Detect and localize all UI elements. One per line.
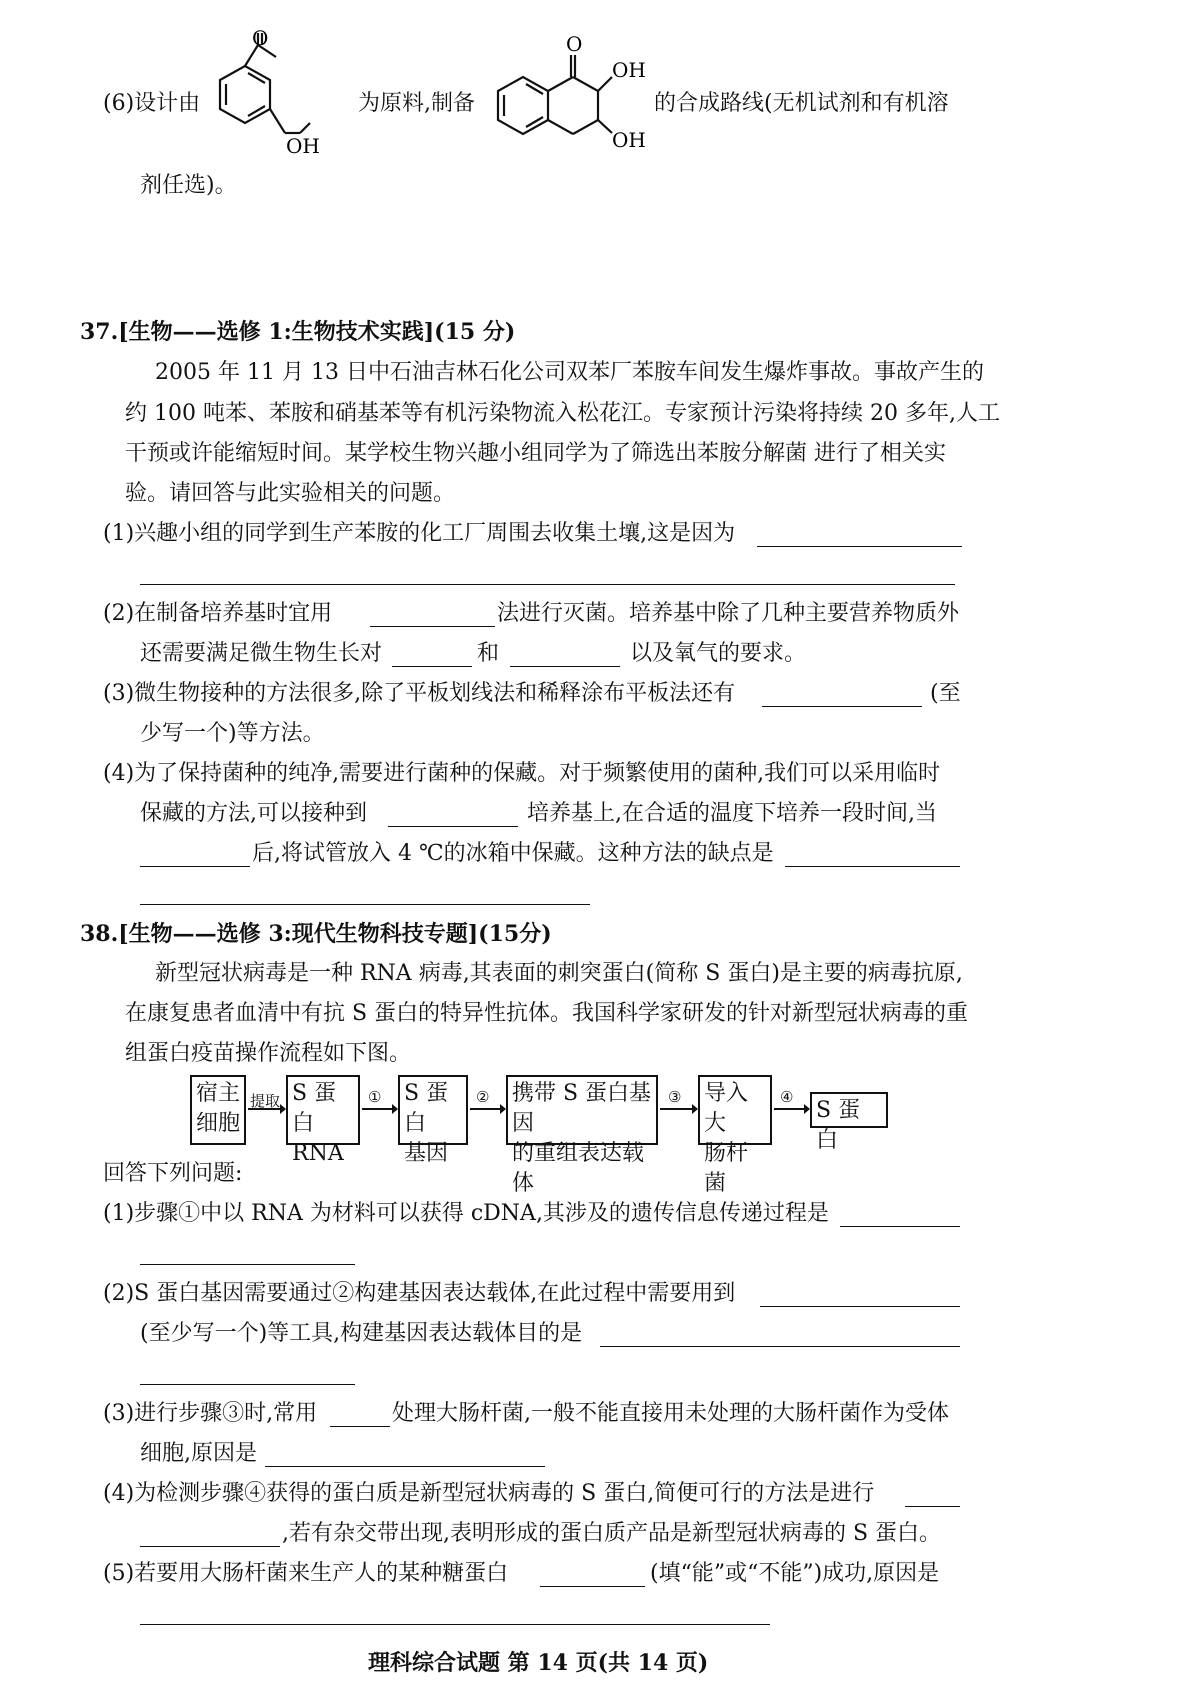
flow-arrow-3-label: ③ — [668, 1088, 682, 1106]
flow-arrow-2 — [468, 1102, 506, 1116]
q38-p4b: ,若有杂交带出现,表明形成的蛋白质产品是新型冠状病毒的 S 蛋白。 — [282, 1521, 942, 1546]
q38-blank-5b[interactable] — [140, 1602, 770, 1625]
q37-blank-2a[interactable] — [370, 604, 495, 627]
q38-p2b: (至少写一个)等工具,构建基因表达载体目的是 — [140, 1321, 583, 1346]
q37-p2b: 法进行灭菌。培养基中除了几种主要营养物质外 — [497, 601, 960, 626]
flow-box-s-protein — [810, 1092, 888, 1153]
q38-p2a: (2)S 蛋白基因需要通过②构建基因表达载体,在此过程中需要用到 — [103, 1281, 736, 1306]
flow-box-vector-line1: 携带 S 蛋白基因 — [512, 1081, 652, 1136]
q38-p1: (1)步骤①中以 RNA 为材料可以获得 cDNA,其涉及的遗传信息传递过程是 — [103, 1201, 829, 1226]
page-footer: 理科综合试题 第 14 页(共 14 页) — [368, 1650, 709, 1676]
q37-blank-2c[interactable] — [510, 644, 620, 667]
flow-arrow-extract — [246, 1102, 286, 1116]
reactant-structure-diagram — [190, 25, 330, 155]
product-o-label: O — [566, 32, 583, 56]
q38-p3a: (3)进行步骤③时,常用 — [103, 1401, 318, 1426]
flow-arrow-1-label: ① — [368, 1088, 382, 1106]
q37-p1: (1)兴趣小组的同学到生产苯胺的化工厂周围去收集土壤,这是因为 — [103, 521, 736, 546]
q37-intro-line-1: 2005 年 11 月 13 日中石油吉林石化公司双苯厂苯胺车间发生爆炸事故。事故产生的 — [155, 360, 984, 385]
q37-intro-line-4: 验。请回答与此实验相关的问题。 — [125, 481, 456, 506]
q36-6-prefix: (6)设计由 — [103, 91, 201, 116]
flow-arrow-2-label: ② — [476, 1088, 490, 1106]
flow-box-ecoli-line2: 肠杆菌 — [704, 1141, 749, 1196]
flow-box-host-cell-line2: 细胞 — [196, 1111, 241, 1136]
q37-p2a: (2)在制备培养基时宜用 — [103, 601, 333, 626]
flow-box-vector-line2: 的重组表达载体 — [512, 1141, 645, 1196]
q37-p4d: 后,将试管放入 4 ℃的冰箱中保藏。这种方法的缺点是 — [252, 841, 774, 866]
flow-box-ecoli-line1: 导入大 — [704, 1081, 749, 1136]
flow-box-s-rna-line1: S 蛋白 — [292, 1081, 337, 1136]
flow-box-s-gene — [398, 1075, 468, 1166]
q37-blank-4c[interactable] — [785, 844, 960, 867]
flow-box-s-protein-line1: S 蛋白 — [816, 1098, 861, 1153]
q36-6-middle: 为原料,制备 — [358, 91, 475, 116]
flow-box-host-cell — [190, 1075, 246, 1145]
q38-p5b: (填“能”或“不能”)成功,原因是 — [650, 1561, 940, 1586]
q37-blank-4b[interactable] — [140, 844, 250, 867]
reactant-o-label: O — [252, 26, 269, 50]
q38-blank-3b[interactable] — [265, 1444, 545, 1467]
q37-p3b: (至 — [930, 681, 961, 706]
flow-box-s-gene-line2: 基因 — [404, 1141, 449, 1166]
q37-blank-3[interactable] — [762, 684, 922, 707]
q37-blank-4c-cont[interactable] — [140, 882, 590, 905]
flow-box-s-gene-line1: S 蛋白 — [404, 1081, 449, 1136]
q37-p2d: 和 — [477, 641, 500, 666]
q37-blank-1[interactable] — [757, 524, 962, 547]
q38-blank-2b[interactable] — [600, 1324, 960, 1347]
flow-box-vector — [506, 1075, 658, 1196]
q37-p4c: 培养基上,在合适的温度下培养一段时间,当 — [527, 801, 937, 826]
flow-arrow-4 — [772, 1102, 810, 1116]
reactant-oh-label: OH — [286, 134, 320, 155]
flow-box-ecoli — [698, 1075, 772, 1196]
q38-p3b: 处理大肠杆菌,一般不能直接用未处理的大肠杆菌作为受体 — [392, 1401, 949, 1426]
q36-6-suffix: 的合成路线(无机试剂和有机溶 — [654, 91, 949, 116]
flow-box-host-cell-line1: 宿主 — [196, 1081, 241, 1106]
q37-blank-1-cont[interactable] — [140, 562, 955, 585]
flow-arrow-1 — [360, 1102, 398, 1116]
q38-blank-5a[interactable] — [540, 1564, 645, 1587]
flow-arrow-extract-label: 提取 — [250, 1092, 281, 1110]
q37-p4a: (4)为了保持菌种的纯净,需要进行菌种的保藏。对于频繁使用的菌种,我们可以采用临时 — [103, 761, 941, 786]
q38-blank-1-cont[interactable] — [140, 1242, 355, 1265]
q37-p3c: 少写一个)等方法。 — [140, 721, 325, 746]
flow-arrow-3 — [658, 1102, 698, 1116]
q38-blank-2a[interactable] — [760, 1284, 960, 1307]
q38-answer-prompt: 回答下列问题: — [103, 1161, 243, 1186]
product-oh2-label: OH — [612, 128, 646, 152]
q37-p3a: (3)微生物接种的方法很多,除了平板划线法和稀释涂布平板法还有 — [103, 681, 736, 706]
q37-blank-2b[interactable] — [392, 644, 472, 667]
flow-box-s-rna-line2: RNA — [292, 1141, 344, 1166]
product-oh1-label: OH — [612, 58, 646, 82]
q37-p2c: 还需要满足微生物生长对 — [140, 641, 383, 666]
q38-blank-4a[interactable] — [905, 1484, 960, 1507]
q38-blank-3a[interactable] — [330, 1404, 390, 1427]
q37-p2e: 以及氧气的要求。 — [630, 641, 807, 666]
q37-heading: 37.[生物——选修 1:生物技术实践](15 分) — [80, 319, 516, 345]
q37-blank-4a[interactable] — [388, 804, 518, 827]
q36-6-continuation: 剂任选)。 — [140, 173, 237, 198]
flow-arrow-4-label: ④ — [780, 1088, 794, 1106]
q38-p4a: (4)为检测步骤④获得的蛋白质是新型冠状病毒的 S 蛋白,简便可行的方法是进行 — [103, 1481, 875, 1506]
q38-intro-line-3: 组蛋白疫苗操作流程如下图。 — [125, 1041, 412, 1066]
q37-intro-line-3: 干预或许能缩短时间。某学校生物兴趣小组同学为了筛选出苯胺分解菌 进行了相关实 — [125, 441, 946, 466]
q38-blank-2b-cont[interactable] — [140, 1362, 355, 1385]
q38-heading: 38.[生物——选修 3:现代生物科技专题](15分) — [80, 921, 552, 947]
q38-blank-1[interactable] — [840, 1204, 960, 1227]
q38-intro-line-1: 新型冠状病毒是一种 RNA 病毒,其表面的刺突蛋白(简称 S 蛋白)是主要的病毒抗原, — [155, 961, 963, 986]
flow-box-s-rna — [286, 1075, 360, 1166]
q38-p3c: 细胞,原因是 — [140, 1441, 257, 1466]
q38-intro-line-2: 在康复患者血清中有抗 S 蛋白的特异性抗体。我国科学家研发的针对新型冠状病毒的重 — [125, 1001, 969, 1026]
q38-p5a: (5)若要用大肠杆菌来生产人的某种糖蛋白 — [103, 1561, 509, 1586]
q37-p4b: 保藏的方法,可以接种到 — [140, 801, 367, 826]
q37-intro-line-2: 约 100 吨苯、苯胺和硝基苯等有机污染物流入松花江。专家预计污染将持续 20 多年,人工 — [125, 401, 1000, 426]
q38-blank-4b[interactable] — [140, 1524, 280, 1547]
product-structure-diagram — [488, 25, 648, 155]
